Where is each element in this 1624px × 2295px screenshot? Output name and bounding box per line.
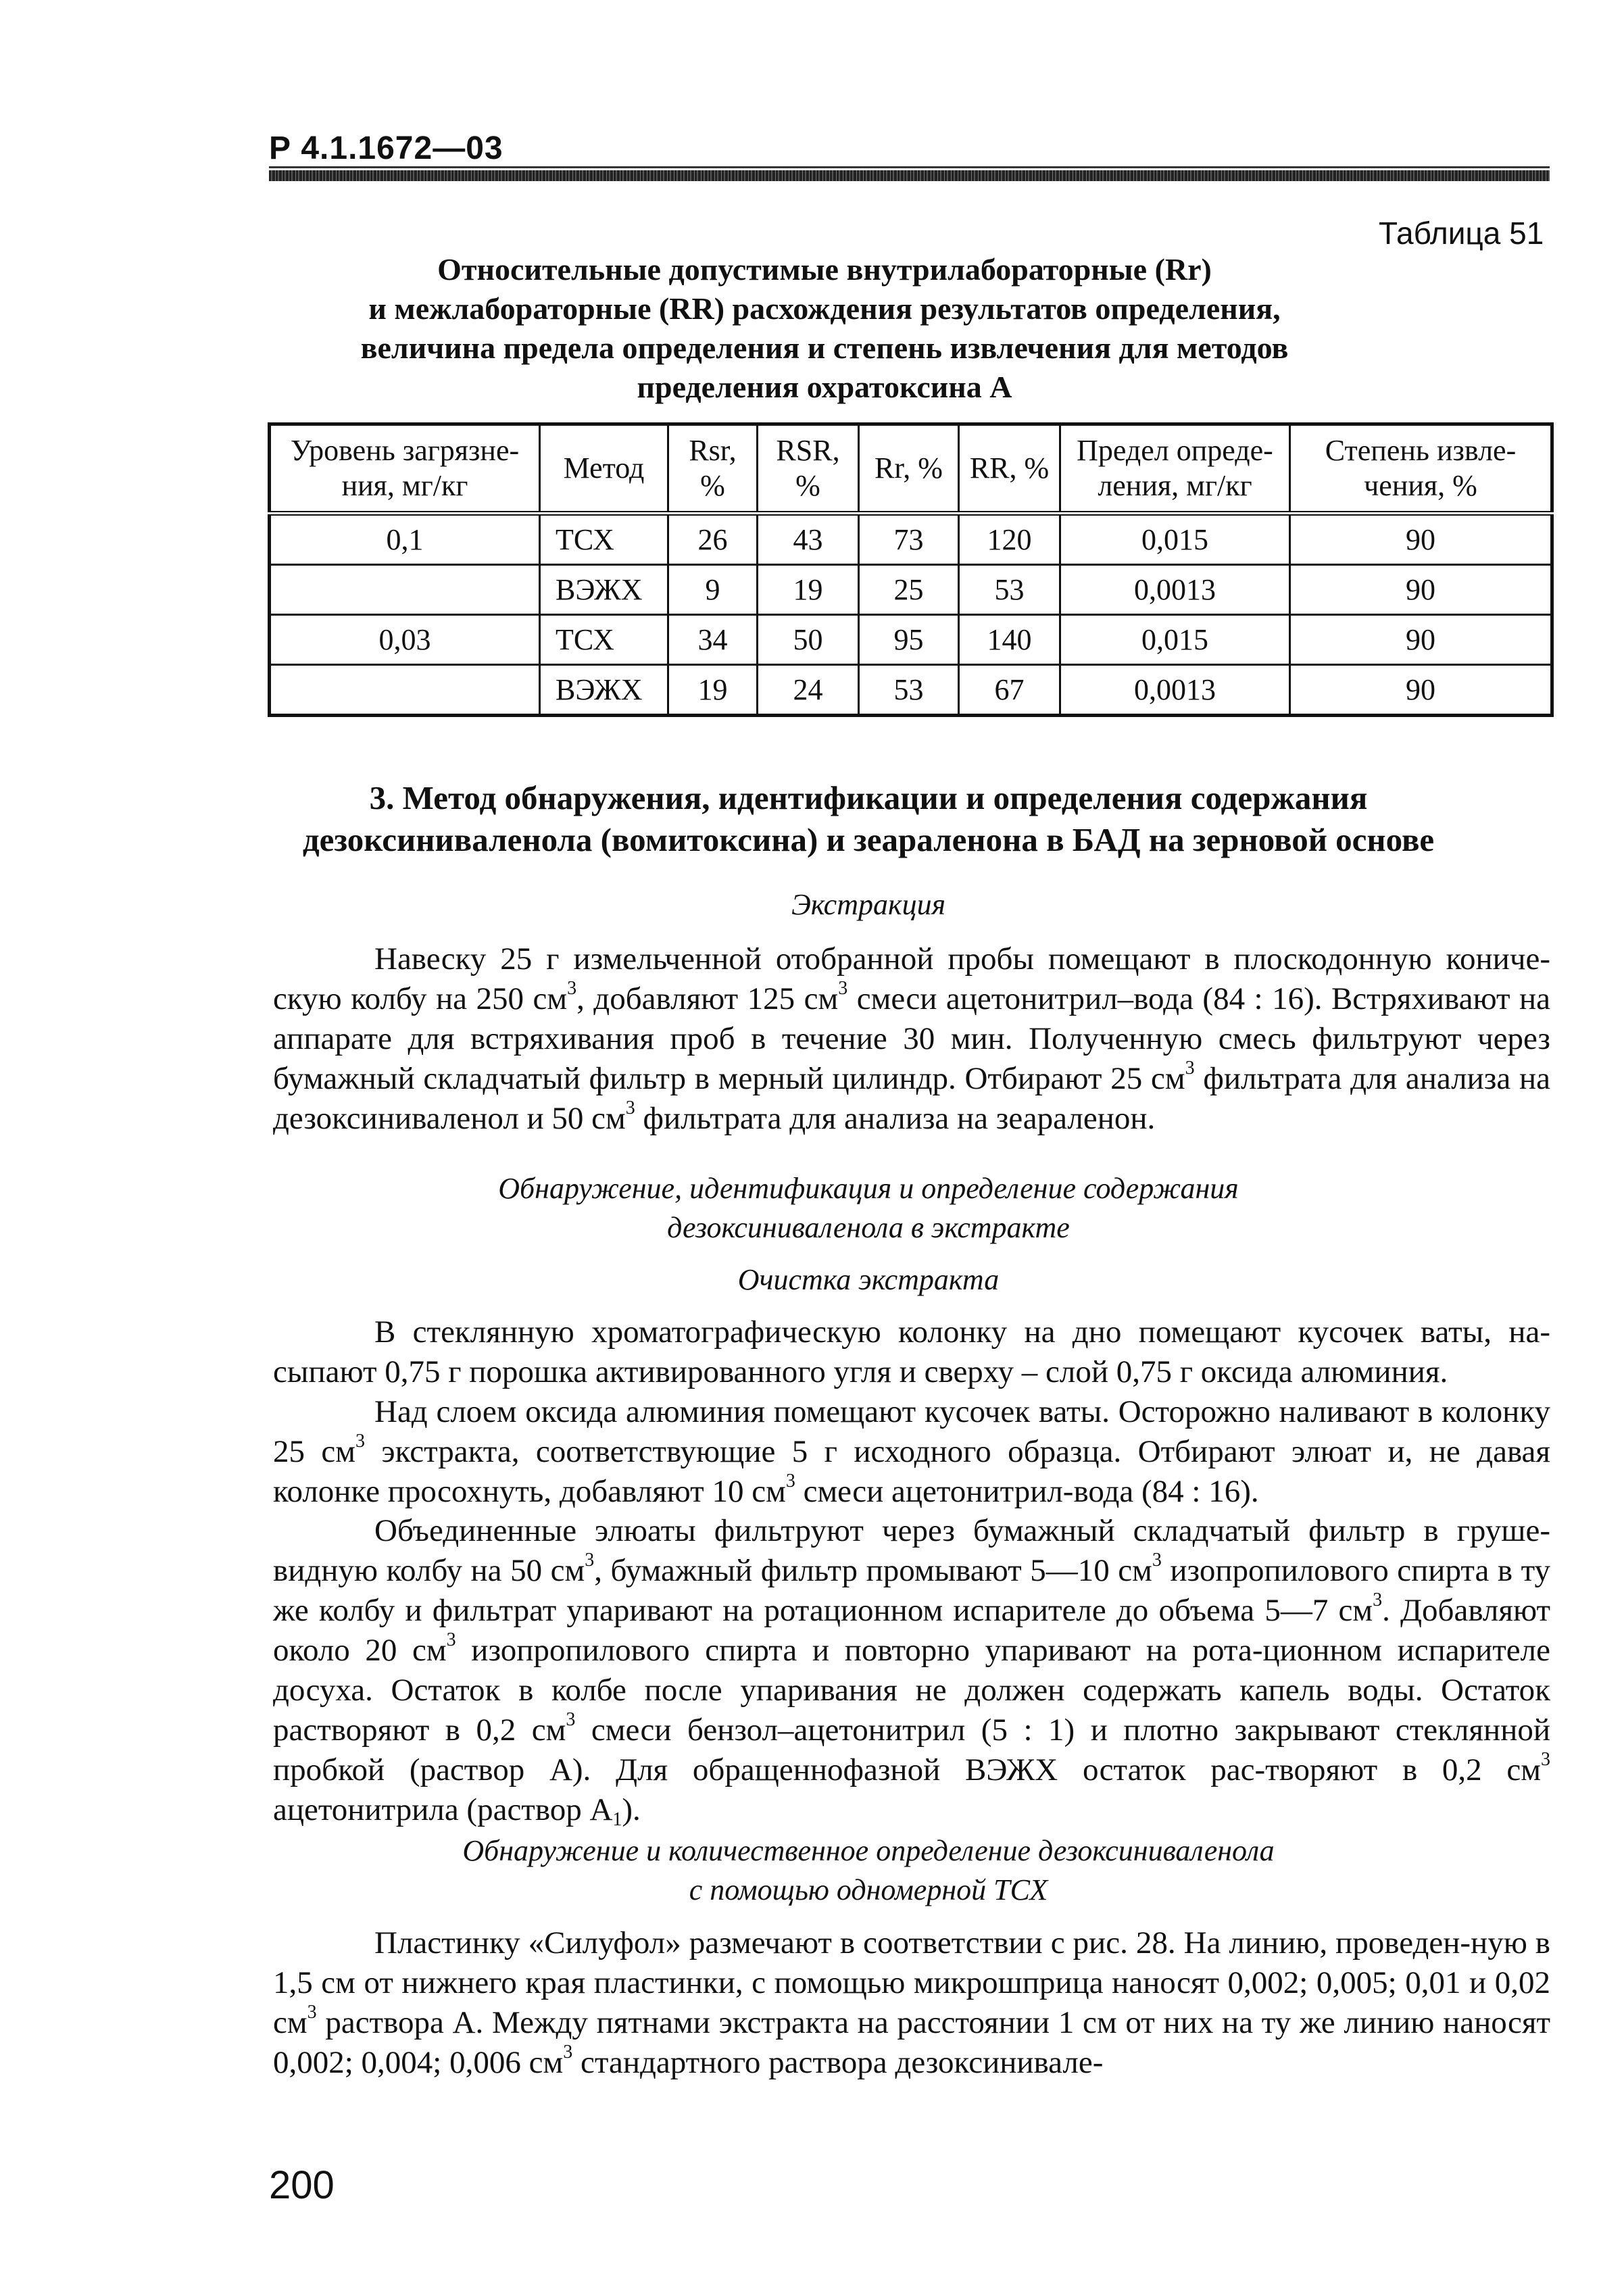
table-cell <box>270 565 540 615</box>
table-cell: 90 <box>1290 615 1552 665</box>
paragraph-tlc: Пластинку «Силуфол» размечают в соответствии с рис. 28. На линию, проведен-ную в 1,5 см от нижнего края пластинки, с помощью микрошприца наносят 0,002; 0,005; 0,01 и 0,02 $см^3$ раствора А. Между пятнами экстракта на расстоянии 1 см от них на ту же линию наносят 0,002; 0,004; 0,006 $см^3$ стандартного раствора дезоксинивале- <box>273 1925 1550 2080</box>
table-cell: 53 <box>859 665 959 716</box>
header-rr-inter: RR, % <box>959 424 1060 514</box>
table-row <box>270 665 1552 716</box>
table-cell: 0,015 <box>1060 514 1290 565</box>
paragraph-elution: Над слоем оксида алюминия помещают кусочек ваты. Осторожно наливают в колонку 25 $см^3$ экстракта, соответствующие 5 г исходного образца. Отбирают элюат и, не давая колонке просохнуть, добавляют 10 $см^3$ смеси ацетонитрил-вода (84 : 16). <box>273 1394 1550 1509</box>
ochratoxin-table <box>268 422 1554 717</box>
header-rule <box>269 170 1550 181</box>
table-cell: 67 <box>959 665 1060 716</box>
paragraph-extraction: Навеску 25 г измельченной отобранной пробы помещают в плоскодонную кониче-скую колбу на 250 $см^3$, добавляют 125 $см^3$ смеси ацетонитрил–вода (84 : 16). Встряхивают на аппарате для встряхивания проб в течение 30 мин. Полученную смесь фильтруют через бумажный складчатый фильтр в мерный цилиндр. Отбирают 25 $см^3$ фильтрата для анализа на дезоксиниваленол и 50 $см^3$ фильтрата для анализа на зеараленон. <box>273 941 1551 1136</box>
table-row <box>270 514 1552 565</box>
header-rr: Rr, % <box>859 424 959 514</box>
header-rsr: Rsr, % <box>668 424 758 514</box>
table-cell: 24 <box>758 665 859 716</box>
header-contamination-level: Уровень загрязне-ния, мг/кг <box>270 424 540 514</box>
page-number: 200 <box>269 2163 335 2207</box>
document-code: Р 4.1.1672—03 <box>269 130 503 166</box>
header-recovery: Степень извле-чения, % <box>1290 424 1552 514</box>
table-cell: 0,1 <box>270 514 540 565</box>
header-method: Метод <box>540 424 668 514</box>
extraction-heading: Экстракция <box>791 888 946 921</box>
table-cell: 90 <box>1290 565 1552 615</box>
table-cell: ТСХ <box>540 615 668 665</box>
table-cell: 43 <box>758 514 859 565</box>
table-cell: ВЭЖХ <box>540 565 668 615</box>
table-cell: 50 <box>758 615 859 665</box>
table-cell: 34 <box>668 615 758 665</box>
table-row <box>270 615 1552 665</box>
header-detection-limit: Предел опреде-ления, мг/кг <box>1060 424 1290 514</box>
table-cell: 95 <box>859 615 959 665</box>
paragraph-evaporation: Объединенные элюаты фильтруют через бумажный складчатый фильтр в груше-видную колбу на 50 $см^3$, бумажный фильтр промывают 5—10 $см^3$ изопропилового спирта в ту же колбу и фильтрат упаривают на ротационном испарителе до объема 5—7 $см^3$. Добавляют около 20 $см^3$ изопропилового спирта и повторно упаривают на рота-ционном испарителе досуха. Остаток в колбе после упаривания не должен содержать капель воды. Остаток растворяют в 0,2 $см^3$ смеси бензол–ацетонитрил (5 : 1) и плотно закрывают стеклянной пробкой (раствор А). Для обращеннофазной ВЭЖХ остаток рас-творяют в 0,2 $см^3$ ацетонитрила (раствор $А_1$). <box>273 1513 1551 1830</box>
table-cell: 0,03 <box>270 615 540 665</box>
table-cell: 53 <box>959 565 1060 615</box>
table-cell: 9 <box>668 565 758 615</box>
table-cell: 90 <box>1290 665 1552 716</box>
table-title-line: Относительные допустимые внутрилабораторные (Rr) <box>437 252 1212 287</box>
table-cell: 19 <box>668 665 758 716</box>
table-cell: 0,0013 <box>1060 665 1290 716</box>
table-cell: 26 <box>668 514 758 565</box>
table-title-line: и межлабораторные (RR) расхождения результатов определения, <box>368 291 1281 326</box>
table-title-line: пределения охратоксина А <box>637 370 1012 404</box>
table-row <box>270 565 1552 615</box>
table-title-line: величина предела определения и степень извлечения для методов <box>360 330 1289 365</box>
table-cell: ТСХ <box>540 514 668 565</box>
detection-heading: Обнаружение, идентификация и определение содержания дезоксиниваленола в экстракте <box>498 1172 1239 1244</box>
tlc-heading: Обнаружение и количественное определение дезоксиниваленола с помощью одномерной ТСХ <box>462 1834 1275 1906</box>
table-cell: 90 <box>1290 514 1552 565</box>
section-title-line: дезоксиниваленола (вомитоксина) и зеараленона в БАД на зерновой основе <box>302 821 1435 858</box>
table-cell: 25 <box>859 565 959 615</box>
table-cell: 73 <box>859 514 959 565</box>
header-rule-top <box>269 166 1550 168</box>
paragraph-column: В стеклянную хроматографическую колонку на дно помещают кусочек ваты, на-сыпают 0,75 г порошка активированного угля и сверху – слой 0,75 г оксида алюминия. <box>273 1314 1550 1389</box>
table-cell: 120 <box>959 514 1060 565</box>
table-cell: 19 <box>758 565 859 615</box>
table-cell: 0,0013 <box>1060 565 1290 615</box>
table-cell: 140 <box>959 615 1060 665</box>
table-cell: ВЭЖХ <box>540 665 668 716</box>
section-title <box>284 777 1453 861</box>
header-rsr-inter: RSR, % <box>758 424 859 514</box>
table-cell <box>270 665 540 716</box>
table-number: Таблица 51 <box>1379 216 1544 251</box>
table-header-row <box>270 424 1552 514</box>
cleanup-heading: Очистка экстракта <box>737 1263 1000 1296</box>
section-title-line: 3. Метод обнаружения, идентификации и определения содержания <box>369 779 1368 816</box>
table-title <box>284 250 1365 407</box>
table-cell: 0,015 <box>1060 615 1290 665</box>
